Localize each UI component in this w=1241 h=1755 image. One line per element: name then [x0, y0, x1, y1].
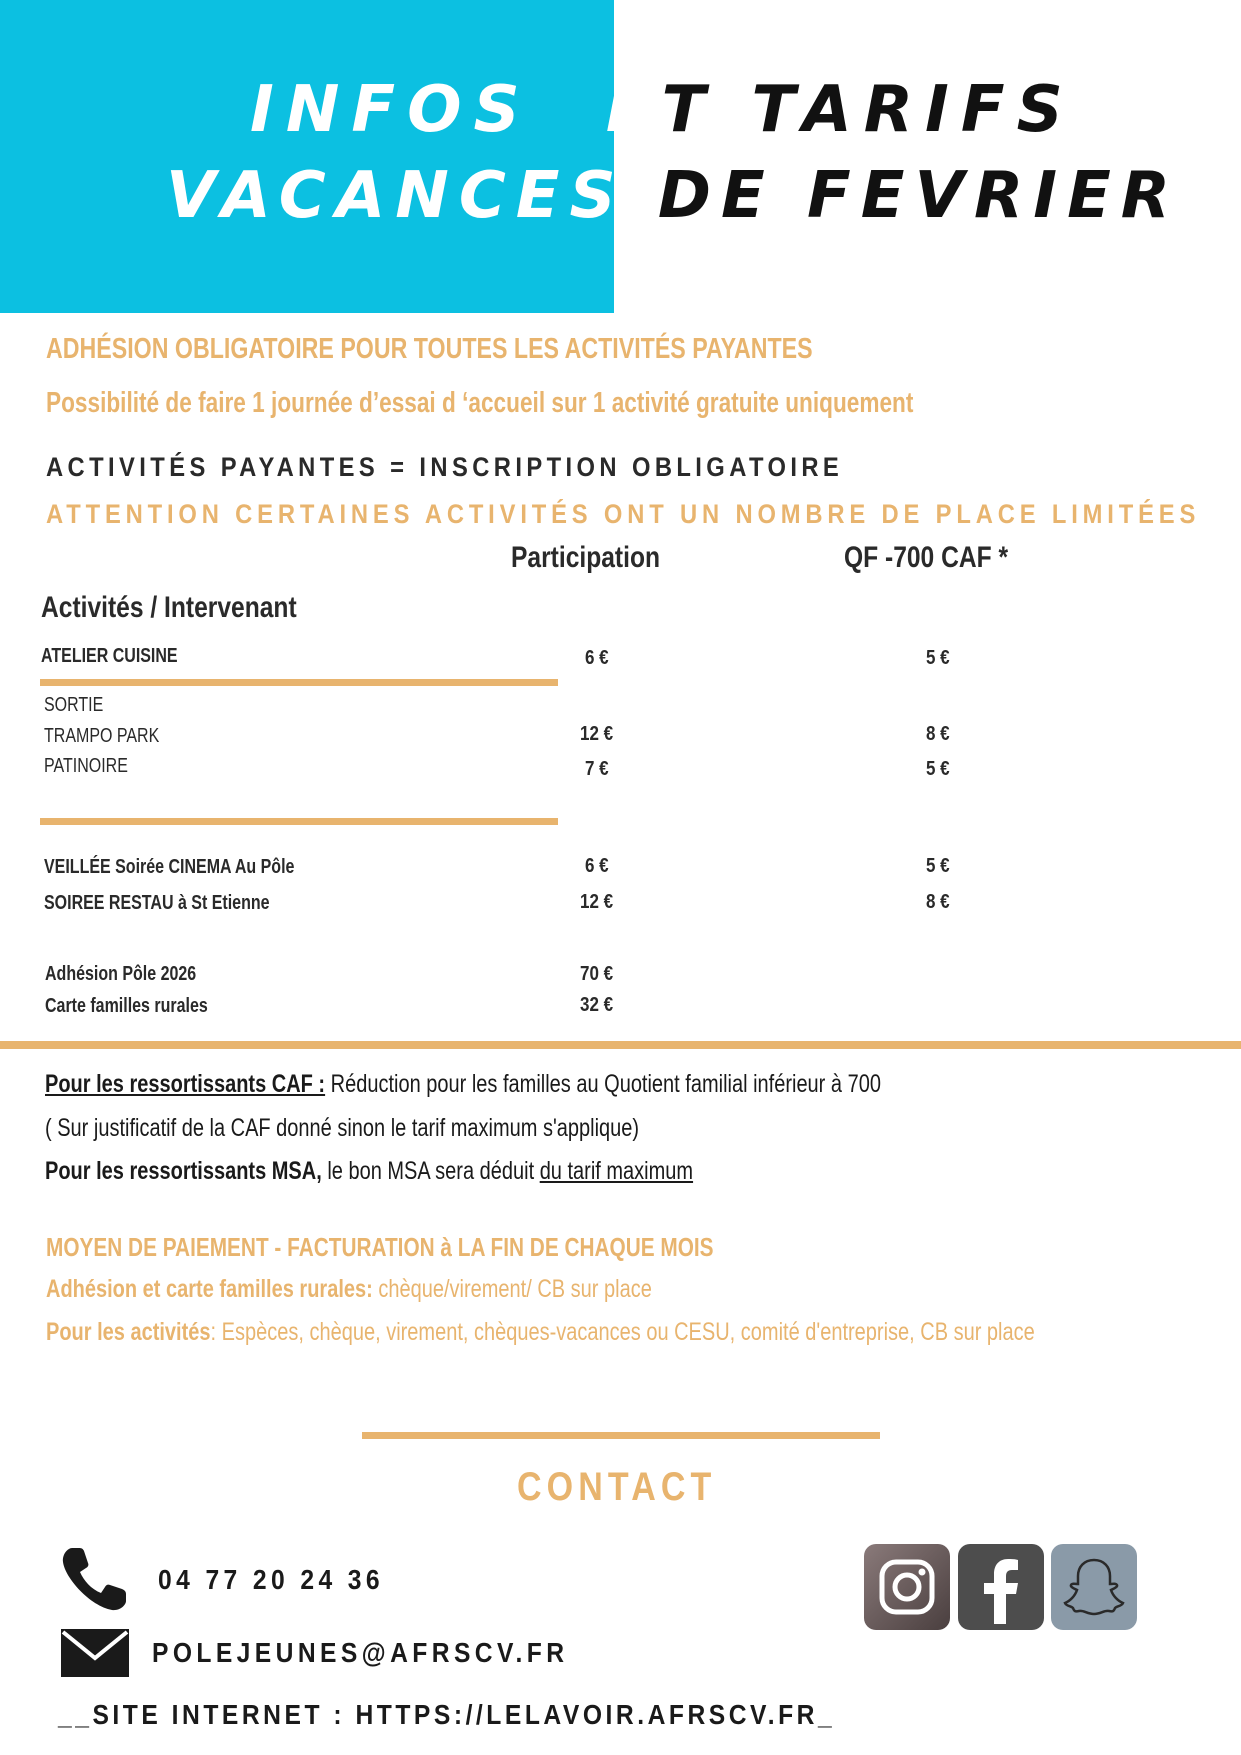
row-qf-trampo-park: 8 €: [926, 723, 950, 745]
contact-title: CONTACT: [517, 1465, 717, 1509]
paiement-adhesion: [46, 1275, 652, 1304]
phone-icon: [60, 1544, 130, 1614]
paiement-adhesion-bold: Adhésion et carte familles rurales:: [46, 1275, 373, 1303]
snapchat-icon[interactable]: [1051, 1544, 1137, 1630]
row-participation-veillee-cinema: 6 €: [585, 855, 609, 877]
row-label-trampo-park: TRAMPO PARK: [44, 725, 160, 747]
row-qf-atelier-cuisine: 5 €: [926, 647, 950, 669]
msa-link: du tarif maximum: [539, 1157, 694, 1185]
header-title-line1-white-a: INFOS: [250, 73, 566, 147]
row-label-sortie: SORTIE: [44, 694, 104, 716]
paiement-activites-bold: Pour les activités: [46, 1318, 211, 1346]
divider-full: [0, 1041, 1241, 1049]
phone-number[interactable]: 04 77 20 24 36: [158, 1564, 385, 1595]
header-title-line2-white: VACANCES: [166, 159, 658, 233]
caf-bold: Pour les ressortissants CAF :: [45, 1070, 326, 1098]
notice-inscription: ACTIVITÉS PAYANTES = INSCRIPTION OBLIGATOIRE: [46, 452, 844, 482]
header-title-line1: [250, 73, 1075, 147]
paiement-activites-text: : Espèces, chèque, virement, chèques-vacances ou CESU, comité d'entreprise, CB sur place: [210, 1318, 1035, 1346]
col-header-participation: Participation: [511, 541, 660, 574]
paiement-adhesion-text: chèque/virement/ CB sur place: [372, 1275, 652, 1303]
paiement-title: MOYEN DE PAIEMENT - FACTURATION à LA FIN DE CHAQUE MOIS: [46, 1232, 714, 1262]
header-title-line2: [166, 159, 1181, 233]
row-label-atelier-cuisine: ATELIER CUISINE: [41, 645, 178, 667]
msa-bold: Pour les ressortissants MSA,: [45, 1157, 322, 1185]
row-participation-soiree-restau: 12 €: [580, 891, 614, 913]
paiement-activites: [46, 1318, 1035, 1347]
instagram-icon[interactable]: [864, 1544, 950, 1630]
row-label-carte-familles: Carte familles rurales: [45, 995, 208, 1017]
header-title-line1-black: T TARIFS: [661, 73, 1075, 147]
website-link[interactable]: __SITE INTERNET : HTTPS://LELAVOIR.AFRSCV.FR_: [58, 1699, 836, 1730]
row-participation-patinoire: 7 €: [585, 758, 609, 780]
row-label-veillee-cinema: VEILLÉE Soirée CINEMA Au Pôle: [44, 856, 295, 878]
row-qf-patinoire: 5 €: [926, 758, 950, 780]
caf-text: Réduction pour les familles au Quotient familial inférieur à 700: [325, 1070, 881, 1098]
row-participation-trampo-park: 12 €: [580, 723, 614, 745]
header-title-line2-black: DE FEVRIER: [657, 159, 1181, 233]
msa-line: [45, 1157, 693, 1186]
header-title-line1-white-b: E: [605, 73, 662, 147]
row-label-patinoire: PATINOIRE: [44, 755, 128, 777]
row-participation-atelier-cuisine: 6 €: [585, 647, 609, 669]
caf-line: [45, 1070, 881, 1099]
contact-divider: [362, 1432, 880, 1439]
row-participation-carte-familles: 32 €: [580, 994, 614, 1016]
row-label-soiree-restau: SOIREE RESTAU à St Etienne: [44, 892, 270, 914]
notice-adhesion: ADHÉSION OBLIGATOIRE POUR TOUTES LES ACTIVITÉS PAYANTES: [46, 333, 813, 365]
col-header-qf: QF -700 CAF *: [844, 541, 1009, 574]
email-address[interactable]: POLEJEUNES@AFRSCV.FR: [152, 1637, 569, 1668]
row-label-adhesion-pole: Adhésion Pôle 2026: [45, 963, 197, 985]
facebook-icon[interactable]: [958, 1544, 1044, 1630]
row-participation-adhesion-pole: 70 €: [580, 963, 614, 985]
notice-attention: ATTENTION CERTAINES ACTIVITÉS ONT UN NOMBRE DE PLACE LIMITÉES: [46, 499, 1201, 529]
header-cyan-block: [0, 0, 614, 313]
row-qf-soiree-restau: 8 €: [926, 891, 950, 913]
envelope-icon: [60, 1628, 130, 1678]
col-header-activites: Activités / Intervenant: [41, 591, 297, 624]
notice-essai: Possibilité de faire 1 journée d’essai d ‘accueil sur 1 activité gratuite uniquement: [46, 387, 914, 419]
divider-2: [40, 818, 558, 825]
row-qf-veillee-cinema: 5 €: [926, 855, 950, 877]
caf-note: ( Sur justificatif de la CAF donné sinon le tarif maximum s'applique): [45, 1114, 640, 1142]
msa-text: le bon MSA sera déduit: [321, 1157, 540, 1185]
divider-1: [40, 679, 558, 686]
